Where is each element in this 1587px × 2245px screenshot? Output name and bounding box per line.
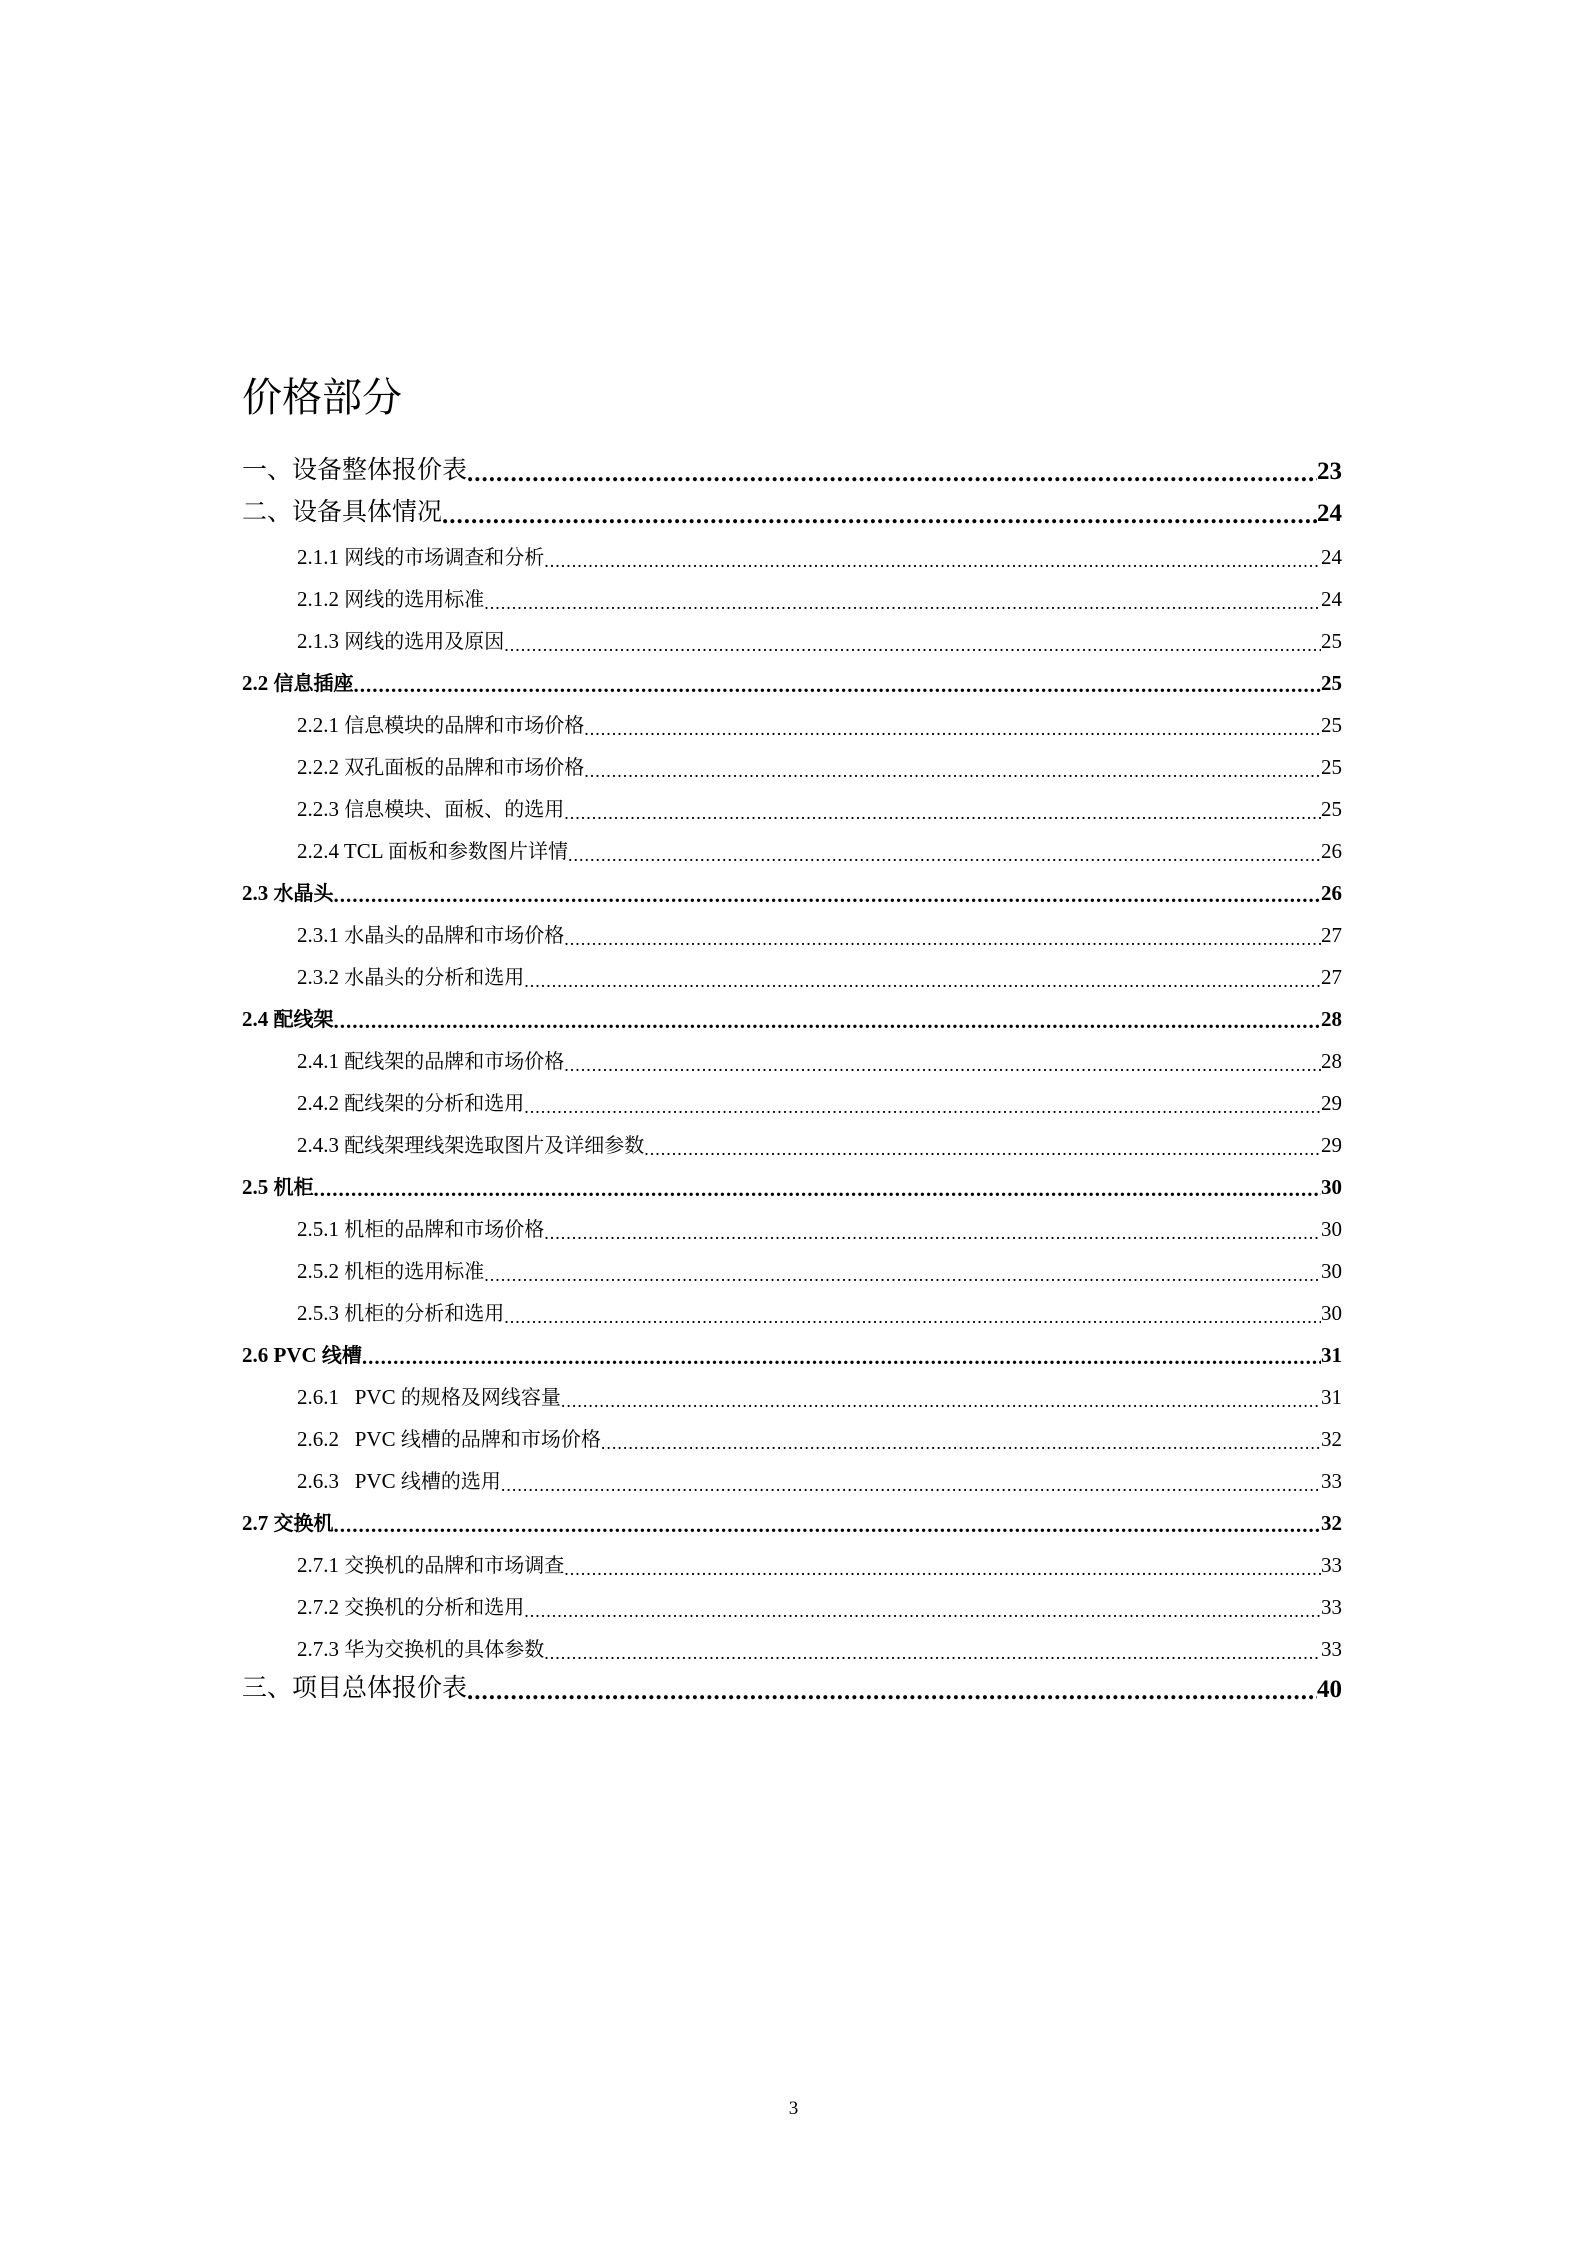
toc-entry-title: 水晶头的品牌和市场价格 <box>344 923 565 947</box>
toc-entry-number: 2.7.2 <box>297 1595 345 1619</box>
dot-leader <box>564 1560 1321 1578</box>
toc-entry-title: 面板和参数图片详情 <box>388 839 569 863</box>
toc-entry-number: 2.2.2 <box>297 755 345 779</box>
toc-entry-label <box>297 793 564 822</box>
dot-leader <box>544 1644 1321 1662</box>
toc-entry[interactable] <box>242 1452 1342 1494</box>
dot-leader <box>362 1347 1321 1368</box>
toc-entry-title: 交换机的品牌和市场调查 <box>344 1553 565 1577</box>
toc-entry-label <box>297 1297 504 1326</box>
dot-leader <box>334 1515 1322 1536</box>
toc-entry-number: 2.6.3 PVC <box>297 1469 401 1493</box>
dot-leader <box>484 1266 1321 1284</box>
toc-entry-page: 28 <box>1321 1007 1342 1031</box>
toc-entry-label <box>297 835 568 864</box>
toc-entry[interactable] <box>242 1200 1342 1242</box>
toc-entry-number: 2.2.3 <box>297 797 345 821</box>
dot-leader <box>568 846 1321 864</box>
toc-entry-label <box>297 709 584 738</box>
dot-leader <box>564 1056 1321 1074</box>
toc-entry-number: 2.3 <box>242 881 274 905</box>
toc-entry-label <box>297 1465 501 1494</box>
toc-entry-number: 2.6.1 PVC <box>297 1385 401 1409</box>
toc-entry-page: 32 <box>1321 1511 1342 1535</box>
toc-entry-label <box>297 1045 564 1074</box>
toc-entry-label <box>242 1339 362 1368</box>
dot-leader <box>524 1098 1321 1116</box>
toc-entry-title: 项目总体报价表 <box>292 1673 468 1702</box>
toc-entry-number: 2.6.2 PVC <box>297 1427 401 1451</box>
toc-entry[interactable] <box>242 486 1342 528</box>
dot-leader <box>504 1308 1321 1326</box>
dot-leader <box>584 720 1321 738</box>
toc-entry-label <box>242 492 442 528</box>
toc-entry-page: 29 <box>1321 1091 1342 1115</box>
toc-entry-title: 配线架的品牌和市场价格 <box>344 1049 565 1073</box>
toc-entry-page: 30 <box>1321 1301 1342 1325</box>
toc-entry-number: 2.1.2 <box>297 587 345 611</box>
dot-leader <box>544 1224 1321 1242</box>
toc-entry-label <box>297 1213 544 1242</box>
page-number: 3 <box>788 2098 799 2119</box>
toc-entry-label <box>297 1129 644 1158</box>
toc-entry-page: 25 <box>1321 671 1342 695</box>
toc-entry-title: 机柜 <box>273 1175 314 1199</box>
toc-entry-label <box>242 667 354 696</box>
toc-entry-page: 32 <box>1321 1427 1342 1451</box>
toc-entry-label <box>297 1255 484 1284</box>
toc-entry-label <box>242 1003 334 1032</box>
dot-leader <box>564 930 1321 948</box>
toc-entry-title: 线槽的选用 <box>400 1469 501 1493</box>
toc-entry-page: 30 <box>1321 1259 1342 1283</box>
toc-entry-label <box>297 583 484 612</box>
toc-entry-page: 27 <box>1321 923 1342 947</box>
toc-entry-label <box>242 877 334 906</box>
toc-entry[interactable] <box>242 990 1342 1032</box>
dot-leader <box>601 1434 1321 1452</box>
toc-entry-title: 配线架 <box>273 1007 334 1031</box>
toc-entry-title: 双孔面板的品牌和市场价格 <box>344 755 585 779</box>
toc-entry-number: 2.2.1 <box>297 713 345 737</box>
toc-entry-label <box>242 1507 334 1536</box>
toc-entry-title: 水晶头 <box>273 881 334 905</box>
toc-entry[interactable] <box>242 1662 1342 1704</box>
toc-entry-title: 线槽的品牌和市场价格 <box>400 1427 601 1451</box>
toc-entry-page: 27 <box>1321 965 1342 989</box>
toc-entry[interactable] <box>242 1284 1342 1326</box>
toc-entry-number: 2.1.3 <box>297 629 345 653</box>
toc-entry-number: 2.4.3 <box>297 1133 345 1157</box>
dot-leader <box>561 1392 1321 1410</box>
dot-leader <box>524 1602 1321 1620</box>
toc-entry-page: 24 <box>1317 500 1342 527</box>
toc-entry-label <box>297 1591 524 1620</box>
toc-entry[interactable] <box>242 1536 1342 1578</box>
toc-entry-title: 信息模块的品牌和市场价格 <box>344 713 585 737</box>
toc-entry-number: 2.3.2 <box>297 965 345 989</box>
toc-entry-title: 配线架理线架选取图片及详细参数 <box>344 1133 645 1157</box>
toc-entry-title: 交换机的分析和选用 <box>344 1595 525 1619</box>
toc-entry[interactable] <box>242 738 1342 780</box>
dot-leader <box>484 594 1321 612</box>
toc-entry-label <box>297 1087 524 1116</box>
table-of-contents <box>242 444 1342 1704</box>
toc-entry[interactable] <box>242 1242 1342 1284</box>
toc-entry-page: 33 <box>1321 1637 1342 1661</box>
toc-entry-page: 30 <box>1321 1217 1342 1241</box>
toc-entry-number: 2.5.1 <box>297 1217 345 1241</box>
toc-entry-title: 交换机 <box>273 1511 334 1535</box>
toc-entry-title: 设备具体情况 <box>292 497 443 526</box>
toc-entry[interactable] <box>242 1494 1342 1536</box>
toc-entry-number: 2.7.3 <box>297 1637 345 1661</box>
toc-entry-label <box>297 1549 564 1578</box>
toc-entry-label <box>297 1633 544 1662</box>
dot-leader <box>467 1679 1317 1704</box>
toc-entry[interactable] <box>242 1116 1342 1158</box>
toc-entry-page: 33 <box>1321 1469 1342 1493</box>
toc-entry[interactable] <box>242 1074 1342 1116</box>
toc-entry-title: 信息模块、面板、的选用 <box>344 797 565 821</box>
toc-entry[interactable] <box>242 780 1342 822</box>
toc-entry-number: 2.2 <box>242 671 274 695</box>
toc-entry-number: 2.5.3 <box>297 1301 345 1325</box>
toc-entry[interactable] <box>242 612 1342 654</box>
toc-entry[interactable] <box>242 1410 1342 1452</box>
toc-entry-number: 2.4.2 <box>297 1091 345 1115</box>
dot-leader <box>501 1476 1321 1494</box>
dot-leader <box>504 636 1321 654</box>
toc-entry[interactable] <box>242 444 1342 486</box>
toc-entry-page: 25 <box>1321 755 1342 779</box>
dot-leader <box>644 1140 1321 1158</box>
toc-entry[interactable] <box>242 570 1342 612</box>
toc-entry-number: 2.4.1 <box>297 1049 345 1073</box>
toc-entry-number: 2.7.1 <box>297 1553 345 1577</box>
toc-entry-number: 2.5.2 <box>297 1259 345 1283</box>
toc-entry-title: 网线的选用及原因 <box>344 629 505 653</box>
toc-entry-label <box>297 1381 561 1410</box>
toc-entry-number: 2.5 <box>242 1175 274 1199</box>
toc-entry-title: 信息插座 <box>273 671 354 695</box>
toc-entry-number: 2.1.1 <box>297 545 345 569</box>
toc-entry-page: 23 <box>1317 458 1342 485</box>
toc-entry-label <box>297 919 564 948</box>
toc-entry-title: 机柜的选用标准 <box>344 1259 485 1283</box>
toc-entry[interactable] <box>242 864 1342 906</box>
toc-entry[interactable] <box>242 822 1342 864</box>
toc-entry[interactable] <box>242 1158 1342 1200</box>
toc-entry-page: 40 <box>1317 1676 1342 1703</box>
toc-entry-page: 25 <box>1321 629 1342 653</box>
toc-entry-page: 25 <box>1321 713 1342 737</box>
toc-entry-title: 配线架的分析和选用 <box>344 1091 525 1115</box>
toc-entry-page: 33 <box>1321 1553 1342 1577</box>
toc-entry[interactable] <box>242 1620 1342 1662</box>
toc-entry-page: 26 <box>1321 839 1342 863</box>
toc-entry[interactable] <box>242 906 1342 948</box>
toc-entry-title: 水晶头的分析和选用 <box>344 965 525 989</box>
page-title: 价格部分 <box>242 375 402 421</box>
toc-entry-page: 31 <box>1321 1343 1342 1367</box>
dot-leader <box>314 1179 1322 1200</box>
toc-entry-page: 29 <box>1321 1133 1342 1157</box>
toc-entry[interactable] <box>242 1032 1342 1074</box>
toc-entry-page: 26 <box>1321 881 1342 905</box>
toc-entry-number: 2.2.4 TCL <box>297 839 389 863</box>
toc-entry-page: 28 <box>1321 1049 1342 1073</box>
dot-leader <box>584 762 1321 780</box>
toc-entry[interactable] <box>242 948 1342 990</box>
toc-entry-label <box>242 1171 314 1200</box>
toc-entry-number: 一、 <box>242 455 293 484</box>
toc-entry-title: 线槽 <box>321 1343 362 1367</box>
toc-entry[interactable] <box>242 1368 1342 1410</box>
toc-entry-page: 24 <box>1321 587 1342 611</box>
toc-entry-title: 机柜的品牌和市场价格 <box>344 1217 545 1241</box>
toc-entry[interactable] <box>242 528 1342 570</box>
toc-entry-title: 机柜的分析和选用 <box>344 1301 505 1325</box>
toc-entry-number: 二、 <box>242 497 293 526</box>
toc-entry-number: 三、 <box>242 1673 293 1702</box>
dot-leader <box>564 804 1321 822</box>
toc-entry[interactable] <box>242 1326 1342 1368</box>
toc-entry-number: 2.3.1 <box>297 923 345 947</box>
toc-entry-title: 华为交换机的具体参数 <box>344 1637 545 1661</box>
toc-entry-number: 2.7 <box>242 1511 274 1535</box>
toc-entry-label <box>242 450 467 486</box>
toc-entry[interactable] <box>242 654 1342 696</box>
toc-entry-title: 网线的选用标准 <box>344 587 485 611</box>
toc-entry-page: 24 <box>1321 545 1342 569</box>
toc-entry[interactable] <box>242 1578 1342 1620</box>
toc-entry-title: 网线的市场调查和分析 <box>344 545 545 569</box>
dot-leader <box>442 503 1317 528</box>
toc-entry-page: 33 <box>1321 1595 1342 1619</box>
dot-leader <box>467 461 1317 486</box>
toc-entry-number: 2.4 <box>242 1007 274 1031</box>
toc-entry-title: 的规格及网线容量 <box>400 1385 561 1409</box>
toc-entry-label <box>297 1423 601 1452</box>
toc-entry-label <box>297 625 504 654</box>
toc-entry-page: 30 <box>1321 1175 1342 1199</box>
toc-entry[interactable] <box>242 696 1342 738</box>
toc-entry-label <box>297 541 544 570</box>
dot-leader <box>544 552 1321 570</box>
toc-entry-label <box>297 961 524 990</box>
toc-entry-label <box>297 751 584 780</box>
dot-leader <box>524 972 1321 990</box>
dot-leader <box>334 885 1322 906</box>
toc-entry-page: 31 <box>1321 1385 1342 1409</box>
toc-entry-number: 2.6 PVC <box>242 1343 322 1367</box>
toc-entry-label <box>242 1668 467 1704</box>
toc-entry-title: 设备整体报价表 <box>292 455 468 484</box>
dot-leader <box>334 1011 1322 1032</box>
dot-leader <box>354 675 1322 696</box>
toc-entry-page: 25 <box>1321 797 1342 821</box>
